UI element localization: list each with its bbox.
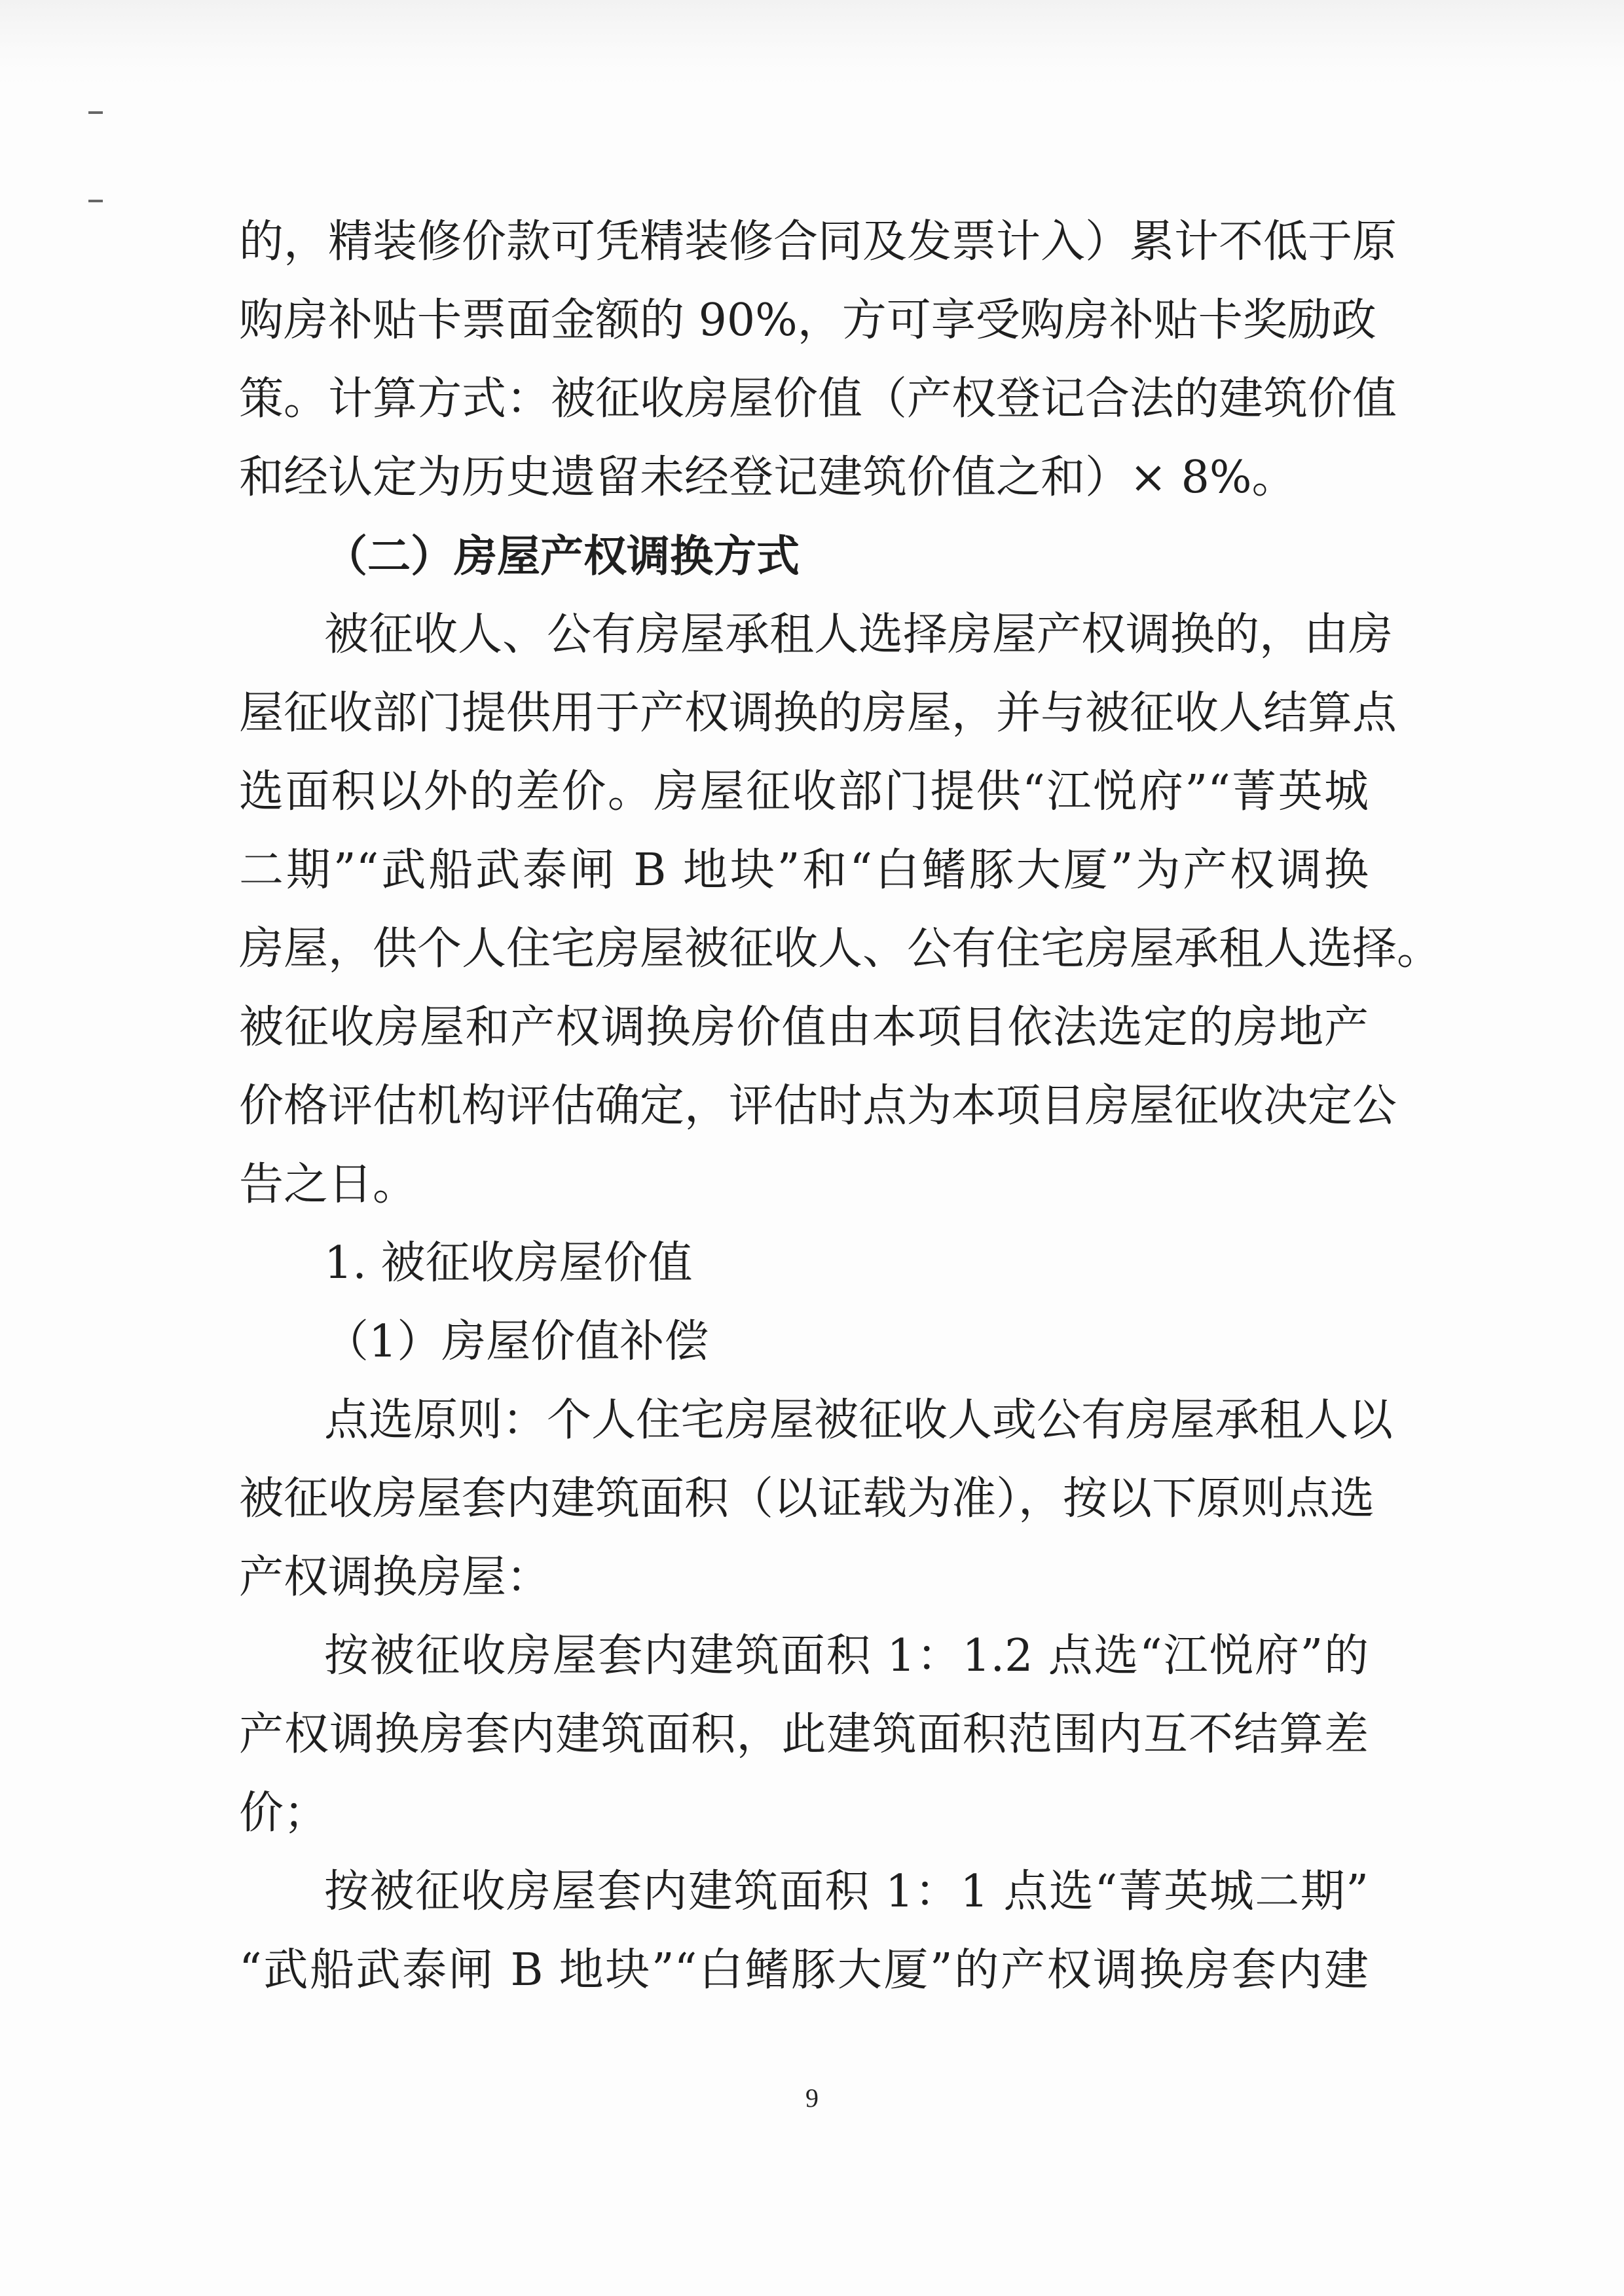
subsection-title: 1. 被征收房屋价值 [324,1237,693,1289]
body-text-line: “武船武泰闸 B 地块”“白鳍豚大厦”的产权调换房套内建 [239,1944,1369,1996]
margin-mark [88,111,103,114]
body-text-line: 产权调换房屋： [239,1552,551,1603]
body-text-line: 选面积以外的差价。房屋征收部门提供“江悦府”“菁英城 [239,766,1369,818]
paragraph-first-line: 被征收人、公有房屋承租人选择房屋产权调换的，由房 [324,609,1393,661]
body-text-line: 价格评估机构评估确定，评估时点为本项目房屋征收决定公 [239,1080,1397,1132]
paragraph-first-line: 按被征收房屋套内建筑面积 1：1 点选“菁英城二期” [324,1866,1369,1918]
margin-mark [88,200,103,202]
section-heading: （二）房屋产权调换方式 [324,531,800,581]
body-text-line: 屋征收部门提供用于产权调换的房屋，并与被征收人结算点 [239,687,1397,739]
body-text-line: 告之日。 [239,1159,418,1211]
body-text-line: 被征收房屋套内建筑面积（以证载为准），按以下原则点选 [239,1473,1375,1525]
body-text-line: 产权调换房套内建筑面积，此建筑面积范围内互不结算差 [239,1709,1369,1760]
body-text-line: 价； [239,1787,329,1839]
subsection-title: （1）房屋价值补偿 [324,1316,709,1368]
body-text-line: 的，精装修价款可凭精装修合同及发票计入）累计不低于原 [239,216,1397,268]
page-number: 9 [805,2083,819,2113]
paragraph-first-line: 点选原则：个人住宅房屋被征收人或公有房屋承租人以 [324,1394,1393,1446]
body-text-line: 和经认定为历史遗留未经登记建筑价值之和）× 8%。 [239,452,1297,503]
body-text-line: 策。计算方式：被征收房屋价值（产权登记合法的建筑价值 [239,373,1397,425]
body-text-line: 二期”“武船武泰闸 B 地块”和“白鳍豚大厦”为产权调换 [239,845,1369,896]
body-text-line: 购房补贴卡票面金额的 90%，方可享受购房补贴卡奖励政 [239,295,1376,346]
paragraph-first-line: 按被征收房屋套内建筑面积 1：1.2 点选“江悦府”的 [324,1630,1369,1682]
body-text-line: 被征收房屋和产权调换房价值由本项目依法选定的房地产 [239,1002,1369,1053]
scan-edge-shading [0,0,1624,85]
body-text-line: 房屋，供个人住宅房屋被征收人、公有住宅房屋承租人选择。 [239,923,1442,975]
